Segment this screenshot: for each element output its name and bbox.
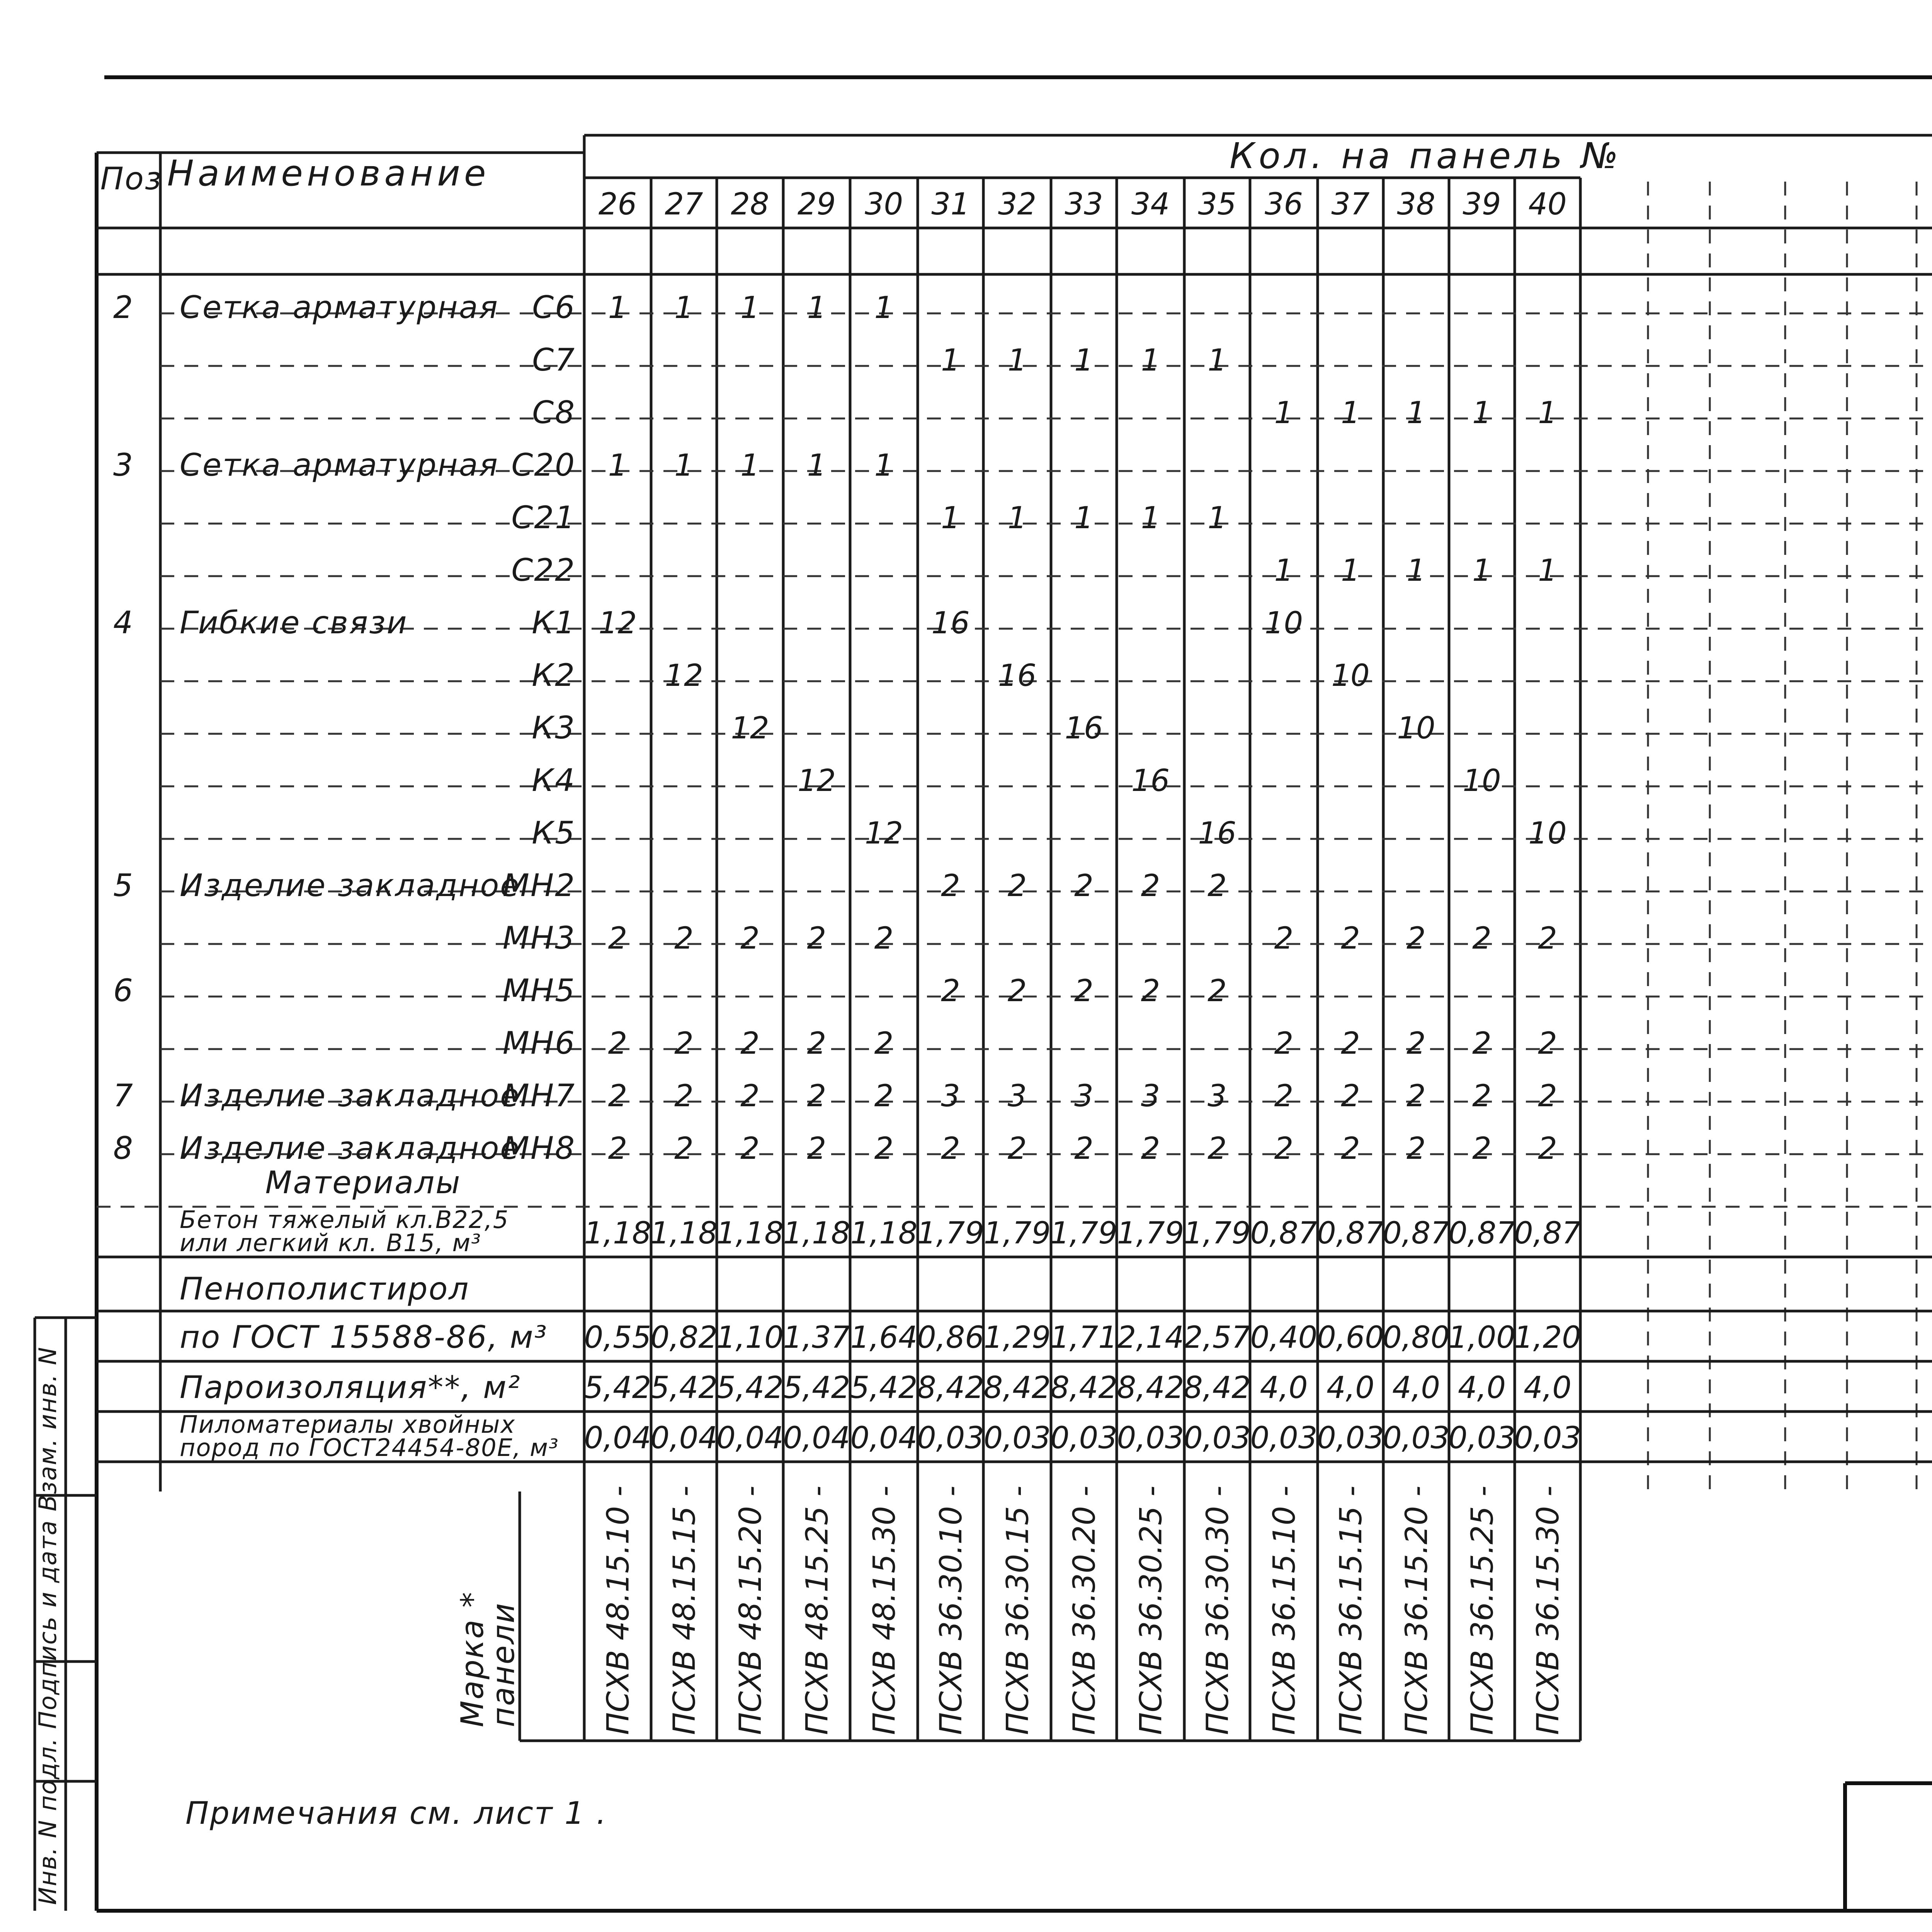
- table-grid: [35, 77, 1932, 1911]
- foam-qty: 0,60: [1317, 1320, 1384, 1355]
- panel-mark-label-1: Марка *: [454, 1591, 490, 1727]
- panel-number: 31: [931, 187, 970, 222]
- vapor-qty: 8,42: [983, 1371, 1051, 1405]
- foam-qty: 0,86: [917, 1320, 984, 1355]
- quantity-cell: 2: [1141, 869, 1160, 903]
- foam-qty: 2,14: [1117, 1320, 1184, 1355]
- foam-qty: 0,82: [650, 1320, 718, 1355]
- concrete-qty: 1,18: [716, 1216, 784, 1251]
- quantity-cell: 1: [807, 448, 827, 483]
- quantity-cell: 12: [665, 658, 703, 693]
- lumber-qty: 0,03: [1184, 1421, 1251, 1456]
- quantity-cell: 1: [1007, 501, 1027, 536]
- quantity-cell: 2: [1274, 1026, 1294, 1061]
- quantity-cell: 2: [674, 1131, 694, 1166]
- row-code: С22: [511, 552, 576, 588]
- concrete-qty: 1,79: [983, 1216, 1051, 1251]
- panel-mark: ПСХВ 48.15.20 -: [733, 1485, 768, 1735]
- lumber-qty: 0,03: [1250, 1421, 1318, 1456]
- row-code: МН5: [502, 973, 576, 1009]
- concrete-qty: 1,18: [850, 1216, 918, 1251]
- quantity-cell: 1: [1472, 396, 1492, 430]
- quantity-cell: 2: [1007, 1131, 1027, 1166]
- vapor-qty: 4,0: [1260, 1371, 1308, 1405]
- quantity-cell: 3: [1074, 1079, 1094, 1114]
- panel-number: 33: [1065, 187, 1103, 222]
- quantity-cell: 2: [608, 921, 628, 956]
- quantity-cell: 2: [674, 1079, 694, 1114]
- concrete-qty: 0,87: [1383, 1216, 1450, 1251]
- quantity-cell: 2: [1406, 1131, 1426, 1166]
- foam-qty: 1,20: [1514, 1320, 1581, 1355]
- quantity-cell: 1: [1472, 553, 1492, 588]
- quantity-cell: 2: [1141, 974, 1160, 1009]
- quantity-cell: 1: [1007, 343, 1027, 378]
- panel-mark: ПСХВ 48.15.10 -: [601, 1485, 636, 1735]
- quantity-cell: 2: [1538, 1079, 1557, 1114]
- quantity-cell: 2: [608, 1079, 628, 1114]
- vapor-qty: 5,42: [650, 1371, 718, 1405]
- quantity-cell: 1: [941, 501, 960, 536]
- header-name: Наименование: [167, 153, 490, 194]
- quantity-cell: 16: [1198, 816, 1236, 851]
- quantity-cell: 2: [1208, 1131, 1227, 1166]
- quantity-cell: 2: [1406, 1079, 1426, 1114]
- quantity-cell: 2: [1007, 974, 1027, 1009]
- quantity-cell: 2: [807, 921, 827, 956]
- row-pos: 5: [113, 867, 134, 903]
- row-code: МН2: [502, 867, 576, 903]
- quantity-cell: 2: [1274, 1131, 1294, 1166]
- vapor-qty: 8,42: [917, 1371, 984, 1405]
- row-code: К2: [532, 657, 576, 693]
- foam-qty: 1,37: [783, 1320, 850, 1355]
- quantity-cell: 1: [1074, 501, 1094, 536]
- row-code: МН3: [502, 920, 576, 956]
- vapor-qty: 8,42: [1117, 1371, 1184, 1405]
- quantity-cell: 2: [1341, 1079, 1360, 1114]
- panel-number: 35: [1198, 187, 1236, 222]
- lumber-qty: 0,03: [1317, 1421, 1384, 1456]
- row-name: Сетка арматурная: [180, 289, 499, 325]
- quantity-cell: 2: [807, 1026, 827, 1061]
- foam-line-1: Пенополистирол: [180, 1271, 470, 1307]
- quantity-cell: 2: [874, 1079, 894, 1114]
- quantity-cell: 1: [1274, 553, 1294, 588]
- quantity-cell: 2: [1472, 921, 1492, 956]
- concrete-line-2: или легкий кл. В15, м³: [180, 1229, 481, 1257]
- quantity-cell: 1: [1538, 553, 1557, 588]
- panel-mark: ПСХВ 36.30.30 -: [1201, 1485, 1235, 1735]
- panel-number: 30: [864, 187, 903, 222]
- concrete-qty: 1,18: [650, 1216, 718, 1251]
- quantity-cell: 2: [1074, 974, 1094, 1009]
- row-code: К3: [532, 710, 576, 746]
- quantity-cell: 2: [674, 921, 694, 956]
- foam-qty: 2,57: [1184, 1320, 1251, 1355]
- quantity-cell: 2: [1406, 921, 1426, 956]
- quantity-cell: 2: [1341, 1026, 1360, 1061]
- row-code: С20: [511, 447, 576, 483]
- quantity-cell: 16: [1065, 711, 1103, 746]
- concrete-qty: 0,87: [1317, 1216, 1384, 1251]
- quantity-cell: 1: [1074, 343, 1094, 378]
- row-name: Сетка арматурная: [180, 447, 499, 483]
- lumber-line-2: пород по ГОСТ24454-80Е, м³: [180, 1434, 559, 1462]
- lumber-qty: 0,03: [1117, 1421, 1184, 1456]
- concrete-qty: 1,79: [1184, 1216, 1251, 1251]
- vapor-qty: 8,42: [1050, 1371, 1117, 1405]
- row-code: МН6: [502, 1025, 576, 1061]
- panel-mark: ПСХВ 36.15.25 -: [1465, 1485, 1500, 1735]
- quantity-cell: 2: [874, 1131, 894, 1166]
- vapor-qty: 5,42: [584, 1371, 651, 1405]
- quantity-cell: 2: [941, 1131, 960, 1166]
- lumber-qty: 0,04: [783, 1421, 850, 1456]
- quantity-cell: 2: [1074, 869, 1094, 903]
- quantity-cell: 2: [1472, 1131, 1492, 1166]
- concrete-qty: 0,87: [1448, 1216, 1515, 1251]
- lumber-qty: 0,03: [983, 1421, 1051, 1456]
- foam-qty: 1,29: [983, 1320, 1051, 1355]
- row-code: МН7: [502, 1078, 576, 1114]
- row-code: С7: [532, 342, 576, 378]
- concrete-qty: 1,79: [917, 1216, 984, 1251]
- vapor-qty: 5,42: [783, 1371, 850, 1405]
- vapor-qty: 4,0: [1326, 1371, 1375, 1405]
- quantity-cell: 2: [1208, 974, 1227, 1009]
- quantity-cell: 2: [807, 1131, 827, 1166]
- quantity-cell: 2: [674, 1026, 694, 1061]
- quantity-cell: 2: [740, 1026, 760, 1061]
- panel-mark: ПСХВ 36.15.10 -: [1267, 1485, 1302, 1735]
- quantity-cell: 10: [1331, 658, 1370, 693]
- quantity-cell: 2: [1141, 1131, 1160, 1166]
- quantity-cell: 2: [1074, 1131, 1094, 1166]
- quantity-cell: 1: [674, 291, 694, 325]
- quantity-cell: 2: [941, 869, 960, 903]
- quantity-cell: 2: [1538, 921, 1557, 956]
- vapor-qty: 4,0: [1458, 1371, 1506, 1405]
- quantity-cell: 1: [1341, 553, 1360, 588]
- quantity-cell: 10: [1463, 764, 1501, 798]
- row-code: С21: [511, 500, 576, 536]
- quantity-cell: 1: [608, 291, 628, 325]
- row-code: К1: [532, 605, 576, 641]
- quantity-cell: 2: [1406, 1026, 1426, 1061]
- row-name: Изделие закладное: [180, 1130, 520, 1166]
- quantity-cell: 2: [740, 921, 760, 956]
- lumber-line-1: Пиломатериалы хвойных: [180, 1410, 516, 1439]
- side-stamp: Инв. N подл. Подпись и дата Взам. инв. N: [34, 1346, 62, 1905]
- quantity-cell: 1: [1208, 343, 1227, 378]
- quantity-cell: 2: [608, 1026, 628, 1061]
- quantity-cell: 3: [1141, 1079, 1160, 1114]
- quantity-cell: 1: [1141, 501, 1160, 536]
- panel-mark: ПСХВ 36.30.25 -: [1134, 1485, 1169, 1735]
- row-name: Гибкие связи: [180, 605, 408, 641]
- panel-mark: ПСХВ 36.30.20 -: [1067, 1485, 1102, 1735]
- panel-mark: ПСХВ 48.15.15 -: [667, 1485, 702, 1735]
- quantity-cell: 2: [608, 1131, 628, 1166]
- panel-number: 34: [1131, 187, 1170, 222]
- quantity-cell: 2: [1472, 1079, 1492, 1114]
- concrete-qty: 1,79: [1117, 1216, 1184, 1251]
- concrete-qty: 1,18: [783, 1216, 850, 1251]
- vapor-qty: 4,0: [1392, 1371, 1440, 1405]
- concrete-qty: 0,87: [1250, 1216, 1318, 1251]
- concrete-line-1: Бетон тяжелый кл.В22,5: [180, 1206, 509, 1234]
- foam-qty: 1,64: [850, 1320, 918, 1355]
- panel-number: 29: [797, 187, 836, 222]
- foam-qty: 0,55: [584, 1320, 651, 1355]
- quantity-cell: 1: [1406, 553, 1426, 588]
- quantity-cell: 12: [797, 764, 836, 798]
- quantity-cell: 2: [941, 974, 960, 1009]
- panel-number: 28: [731, 187, 769, 222]
- vapor-qty: 5,42: [716, 1371, 784, 1405]
- quantity-cell: 1: [608, 448, 628, 483]
- lumber-qty: 0,03: [1383, 1421, 1450, 1456]
- foam-qty: 0,80: [1383, 1320, 1450, 1355]
- materials-title: Материалы: [265, 1165, 461, 1201]
- vapor-name: Пароизоляция**, м²: [180, 1369, 521, 1405]
- header-pos: Поз: [100, 161, 163, 197]
- lumber-qty: 0,03: [917, 1421, 984, 1456]
- quantity-cell: 1: [1406, 396, 1426, 430]
- row-pos: 8: [113, 1130, 134, 1166]
- quantity-cell: 2: [1538, 1026, 1557, 1061]
- quantity-cell: 2: [1274, 1079, 1294, 1114]
- lumber-qty: 0,04: [650, 1421, 718, 1456]
- quantity-cell: 2: [1341, 921, 1360, 956]
- quantity-cell: 10: [1397, 711, 1435, 746]
- panel-number: 38: [1397, 187, 1435, 222]
- quantity-cell: 2: [874, 1026, 894, 1061]
- panel-mark: ПСХВ 48.15.25 -: [800, 1485, 835, 1735]
- foam-line-2: по ГОСТ 15588-86, м³: [180, 1319, 548, 1355]
- quantity-cell: 2: [1274, 921, 1294, 956]
- lumber-qty: 0,04: [716, 1421, 784, 1456]
- quantity-cell: 2: [1472, 1026, 1492, 1061]
- quantity-cell: 1: [740, 291, 760, 325]
- quantity-cell: 1: [1341, 396, 1360, 430]
- quantity-cell: 1: [740, 448, 760, 483]
- quantity-cell: 10: [1264, 606, 1303, 641]
- quantity-cell: 3: [941, 1079, 960, 1114]
- panel-mark: ПСХВ 36.30.10 -: [934, 1485, 969, 1735]
- quantity-cell: 1: [1274, 396, 1294, 430]
- row-code: К4: [532, 762, 576, 798]
- row-code: С6: [532, 289, 576, 325]
- row-code: С8: [532, 395, 576, 430]
- quantity-cell: 16: [1131, 764, 1170, 798]
- header-qty-title: Кол. на панель №: [1230, 135, 1622, 177]
- row-code: К5: [532, 815, 576, 851]
- quantity-cell: 3: [1208, 1079, 1227, 1114]
- foam-qty: 1,71: [1050, 1320, 1117, 1355]
- quantity-cell: 16: [931, 606, 970, 641]
- quantity-cell: 2: [807, 1079, 827, 1114]
- panel-mark-label-2: панели: [485, 1602, 521, 1727]
- row-name: Изделие закладное: [180, 1078, 520, 1114]
- row-name: Изделие закладное: [180, 867, 520, 903]
- lumber-qty: 0,03: [1514, 1421, 1581, 1456]
- panel-number: 26: [598, 187, 637, 222]
- row-pos: 6: [113, 973, 134, 1009]
- panel-mark: ПСХВ 36.15.15 -: [1334, 1485, 1369, 1735]
- quantity-cell: 12: [598, 606, 637, 641]
- row-pos: 4: [113, 605, 134, 641]
- quantity-cell: 2: [740, 1079, 760, 1114]
- quantity-cell: 2: [1007, 869, 1027, 903]
- lumber-qty: 0,03: [1448, 1421, 1515, 1456]
- row-pos: 3: [113, 447, 134, 483]
- quantity-cell: 2: [740, 1131, 760, 1166]
- quantity-cell: 1: [941, 343, 960, 378]
- row-pos: 7: [113, 1078, 134, 1114]
- lumber-qty: 0,04: [850, 1421, 918, 1456]
- note: Примечания см. лист 1 .: [185, 1795, 607, 1831]
- panel-number: 32: [998, 187, 1037, 222]
- vapor-qty: 8,42: [1184, 1371, 1251, 1405]
- lumber-qty: 0,03: [1050, 1421, 1117, 1456]
- quantity-cell: 12: [731, 711, 769, 746]
- quantity-cell: 2: [1538, 1131, 1557, 1166]
- quantity-cell: 1: [874, 291, 894, 325]
- quantity-cell: 16: [998, 658, 1037, 693]
- panel-number: 39: [1463, 187, 1501, 222]
- vapor-qty: 5,42: [850, 1371, 918, 1405]
- panel-number: 27: [665, 187, 703, 222]
- panel-mark: ПСХВ 36.15.20 -: [1400, 1485, 1434, 1735]
- foam-qty: 1,00: [1448, 1320, 1515, 1355]
- quantity-cell: 1: [1208, 501, 1227, 536]
- panel-number: 36: [1264, 187, 1303, 222]
- panel-mark: ПСХВ 48.15.30 -: [867, 1485, 902, 1735]
- row-pos: 2: [113, 289, 134, 325]
- quantity-cell: 2: [1341, 1131, 1360, 1166]
- concrete-qty: 1,18: [584, 1216, 651, 1251]
- foam-qty: 0,40: [1250, 1320, 1318, 1355]
- panel-number: 37: [1331, 187, 1370, 222]
- quantity-cell: 2: [874, 921, 894, 956]
- quantity-cell: 1: [807, 291, 827, 325]
- panel-mark: ПСХВ 36.30.15 -: [1000, 1485, 1036, 1735]
- quantity-cell: 1: [874, 448, 894, 483]
- quantity-cell: 1: [1538, 396, 1557, 430]
- foam-qty: 1,10: [716, 1320, 784, 1355]
- quantity-cell: 12: [864, 816, 903, 851]
- quantity-cell: 2: [1208, 869, 1227, 903]
- concrete-qty: 1,79: [1050, 1216, 1117, 1251]
- concrete-qty: 0,87: [1514, 1216, 1581, 1251]
- row-code: МН8: [502, 1130, 576, 1166]
- quantity-cell: 1: [1141, 343, 1160, 378]
- panel-number: 40: [1528, 187, 1567, 222]
- quantity-cell: 1: [674, 448, 694, 483]
- vapor-qty: 4,0: [1523, 1371, 1572, 1405]
- panel-mark: ПСХВ 36.15.30 -: [1531, 1485, 1566, 1735]
- quantity-cell: 10: [1528, 816, 1567, 851]
- quantity-cell: 3: [1007, 1079, 1027, 1114]
- lumber-qty: 0,04: [584, 1421, 651, 1456]
